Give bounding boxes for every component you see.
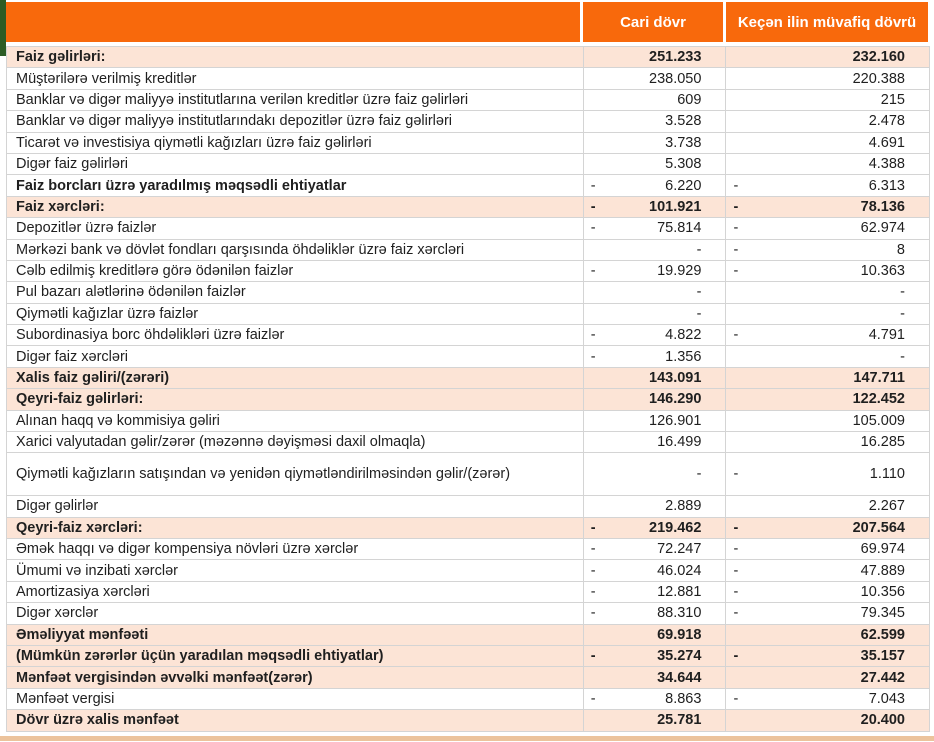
previous-period-cell — [725, 346, 929, 366]
current-period-cell — [583, 432, 726, 452]
row-label-cell — [7, 582, 583, 602]
previous-period-cell — [725, 603, 929, 623]
table-row — [7, 453, 929, 496]
table-row — [7, 710, 929, 731]
previous-period-value: 147.711 — [853, 370, 905, 387]
current-period-value: 609 — [677, 91, 702, 108]
row-label-cell — [7, 496, 583, 516]
previous-period-value: 4.691 — [868, 134, 905, 151]
current-period-cell — [583, 68, 726, 88]
minus-sign: - — [733, 519, 739, 536]
minus-sign: - — [733, 220, 739, 237]
current-period-value: 2.889 — [665, 498, 702, 515]
previous-period-cell — [725, 304, 929, 324]
current-period-value: 146.290 — [649, 391, 702, 408]
row-label-cell — [7, 453, 583, 495]
minus-sign: - — [733, 605, 739, 622]
previous-period-value: 79.345 — [860, 605, 905, 622]
current-period-cell — [583, 689, 726, 709]
previous-period-value: 10.363 — [860, 263, 905, 280]
table-row — [7, 603, 929, 624]
row-label: (Mümkün zərərlər üçün yaradılan məqsədli ehtiyatlar) — [16, 648, 384, 665]
table-row — [7, 133, 929, 154]
row-label-cell — [7, 603, 583, 623]
current-period-cell — [583, 411, 726, 431]
previous-period-value: 7.043 — [868, 690, 905, 707]
minus-sign: - — [590, 519, 596, 536]
row-label-cell — [7, 667, 583, 687]
previous-period-cell — [725, 197, 929, 217]
current-period-cell — [583, 710, 726, 730]
table-row — [7, 90, 929, 111]
row-label-cell — [7, 411, 583, 431]
minus-sign: - — [733, 466, 739, 483]
previous-period-value: 215 — [880, 91, 905, 108]
row-label: Xarici valyutadan gəlir/zərər (məzənnə dəyişməsi daxil olmaqla) — [16, 434, 426, 451]
table-row — [7, 518, 929, 539]
table-row — [7, 346, 929, 367]
row-label-cell — [7, 304, 583, 324]
previous-period-cell — [725, 90, 929, 110]
row-label-cell — [7, 346, 583, 366]
table-row — [7, 47, 929, 68]
row-label-cell — [7, 368, 583, 388]
current-period-cell — [583, 582, 726, 602]
minus-sign: - — [590, 583, 596, 600]
current-period-value: 16.499 — [657, 434, 702, 451]
previous-period-value: 8 — [896, 241, 905, 258]
minus-sign: - — [733, 690, 739, 707]
previous-period-value: 2.478 — [868, 113, 905, 130]
table-row — [7, 111, 929, 132]
previous-period-cell — [725, 389, 929, 409]
previous-period-value: 1.110 — [869, 466, 905, 483]
table-body — [6, 46, 930, 732]
current-period-value: 4.822 — [665, 327, 702, 344]
row-label: Digər gəlirlər — [16, 498, 99, 515]
row-label-cell — [7, 111, 583, 131]
current-period-cell — [583, 560, 726, 580]
previous-period-value: 47.889 — [860, 562, 905, 579]
row-label-cell — [7, 389, 583, 409]
current-period-value: 25.781 — [657, 712, 702, 729]
current-period-cell — [583, 625, 726, 645]
minus-sign: - — [590, 648, 596, 665]
current-period-cell — [583, 282, 726, 302]
row-label-cell — [7, 282, 583, 302]
previous-period-value: 4.791 — [868, 327, 905, 344]
current-period-value: 251.233 — [649, 49, 702, 66]
table-row — [7, 368, 929, 389]
current-period-value: 126.901 — [649, 412, 702, 429]
row-label: Qeyri-faiz xərcləri: — [16, 519, 143, 536]
header-label-column — [6, 2, 580, 42]
previous-period-cell — [725, 518, 929, 538]
current-period-cell — [583, 240, 726, 260]
previous-period-cell — [725, 261, 929, 281]
previous-period-value: 2.267 — [868, 498, 905, 515]
row-label-cell — [7, 625, 583, 645]
previous-period-value: - — [900, 305, 905, 322]
current-period-cell — [583, 368, 726, 388]
minus-sign: - — [590, 327, 596, 344]
row-label: Faiz xərcləri: — [16, 198, 105, 215]
bottom-accent-bar — [0, 736, 934, 741]
minus-sign: - — [733, 541, 739, 558]
current-period-value: 3.528 — [665, 113, 702, 130]
table-row — [7, 539, 929, 560]
minus-sign: - — [590, 263, 596, 280]
previous-period-value: 220.388 — [852, 70, 905, 87]
row-label: Qiymətli kağızlar üzrə faizlər — [16, 305, 199, 322]
current-period-cell — [583, 90, 726, 110]
table-row — [7, 582, 929, 603]
current-period-value: 88.310 — [657, 605, 702, 622]
current-period-cell — [583, 261, 726, 281]
row-label: Xalis faiz gəliri/(zərəri) — [16, 370, 170, 387]
row-label: Mərkəzi bank və dövlət fondları qarşısında öhdəliklər üzrə faiz xərcləri — [16, 241, 465, 258]
current-period-value: - — [696, 466, 702, 483]
table-row — [7, 625, 929, 646]
row-label: Mənfəət vergisi — [16, 690, 115, 707]
minus-sign: - — [590, 220, 596, 237]
table-row — [7, 261, 929, 282]
previous-period-cell — [725, 68, 929, 88]
current-period-value: 46.024 — [657, 562, 702, 579]
minus-sign: - — [590, 562, 596, 579]
current-period-cell — [583, 496, 726, 516]
current-period-value: 12.881 — [657, 583, 702, 600]
row-label-cell — [7, 518, 583, 538]
minus-sign: - — [590, 541, 596, 558]
current-period-value: 5.308 — [665, 156, 702, 173]
row-label: Əmək haqqı və digər kompensiya növləri üzrə xərclər — [16, 541, 359, 558]
current-period-cell — [583, 111, 726, 131]
previous-period-value: 69.974 — [860, 541, 905, 558]
row-label: Faiz gəlirləri: — [16, 49, 106, 66]
current-period-value: 75.814 — [657, 220, 702, 237]
previous-period-cell — [725, 646, 929, 666]
minus-sign: - — [733, 241, 739, 258]
minus-sign: - — [590, 177, 596, 194]
current-period-value: 69.918 — [657, 626, 702, 643]
table-row — [7, 218, 929, 239]
table-row — [7, 240, 929, 261]
previous-period-value: 6.313 — [868, 177, 905, 194]
row-label: Banklar və digər maliyyə institutlarına verilən kreditlər üzrə faiz gəlirləri — [16, 91, 469, 108]
table-row — [7, 560, 929, 581]
row-label: Qeyri-faiz gəlirləri: — [16, 391, 144, 408]
row-label-cell — [7, 175, 583, 195]
current-period-value: 143.091 — [649, 370, 702, 387]
current-period-value: 219.462 — [649, 519, 702, 536]
previous-period-value: - — [900, 284, 905, 301]
previous-period-value: 4.388 — [868, 156, 905, 173]
previous-period-cell — [725, 325, 929, 345]
previous-period-cell — [725, 240, 929, 260]
current-period-value: - — [696, 305, 702, 322]
previous-period-value: - — [900, 348, 905, 365]
row-label: Depozitlər üzrə faizlər — [16, 220, 157, 237]
row-label-cell — [7, 133, 583, 153]
minus-sign: - — [590, 198, 596, 215]
table-row — [7, 411, 929, 432]
row-label: Ticarət və investisiya qiymətli kağızları üzrə faiz gəlirləri — [16, 134, 372, 151]
previous-period-cell — [725, 218, 929, 238]
row-label-cell — [7, 325, 583, 345]
previous-period-value: 122.452 — [852, 391, 905, 408]
row-label: Müştərilərə verilmiş kreditlər — [16, 70, 197, 87]
previous-period-value: 10.356 — [860, 583, 905, 600]
previous-period-cell — [725, 710, 929, 730]
row-label: Digər faiz xərcləri — [16, 348, 128, 365]
table-row — [7, 68, 929, 89]
table-header — [6, 2, 928, 42]
row-label-cell — [7, 432, 583, 452]
row-label: Pul bazarı alətlərinə ödənilən faizlər — [16, 284, 246, 301]
current-period-cell — [583, 197, 726, 217]
current-period-value: - — [696, 284, 702, 301]
table-row — [7, 154, 929, 175]
previous-period-cell — [725, 47, 929, 67]
previous-period-value: 105.009 — [852, 412, 905, 429]
table-row — [7, 667, 929, 688]
current-period-value: 19.929 — [657, 263, 702, 280]
minus-sign: - — [733, 648, 739, 665]
row-label: Alınan haqq və kommisiya gəliri — [16, 412, 220, 429]
current-period-cell — [583, 453, 726, 495]
minus-sign: - — [733, 198, 739, 215]
current-period-cell — [583, 646, 726, 666]
previous-period-value: 78.136 — [860, 198, 905, 215]
row-label: Digər xərclər — [16, 605, 99, 622]
current-period-cell — [583, 47, 726, 67]
row-label-cell — [7, 646, 583, 666]
row-label: Banklar və digər maliyyə institutlarındakı depozitlər üzrə faiz gəlirləri — [16, 113, 452, 130]
minus-sign: - — [733, 583, 739, 600]
row-label: Cəlb edilmiş kreditlərə görə ödənilən faizlər — [16, 263, 294, 280]
previous-period-cell — [725, 625, 929, 645]
current-period-cell — [583, 304, 726, 324]
previous-period-cell — [725, 432, 929, 452]
current-period-cell — [583, 667, 726, 687]
row-label-cell — [7, 710, 583, 730]
previous-period-cell — [725, 689, 929, 709]
previous-period-cell — [725, 496, 929, 516]
current-period-value: 6.220 — [665, 177, 702, 194]
table-row — [7, 646, 929, 667]
previous-period-value: 20.400 — [860, 712, 905, 729]
row-label-cell — [7, 539, 583, 559]
current-period-cell — [583, 133, 726, 153]
previous-period-cell — [725, 111, 929, 131]
previous-period-header: Keçən ilin müvafiq dövrü — [726, 2, 928, 42]
current-period-cell — [583, 539, 726, 559]
row-label-cell — [7, 689, 583, 709]
row-label: Digər faiz gəlirləri — [16, 156, 129, 173]
current-period-value: 34.644 — [657, 669, 702, 686]
minus-sign: - — [733, 562, 739, 579]
table-row — [7, 389, 929, 410]
previous-period-value: 16.285 — [860, 434, 905, 451]
current-period-cell — [583, 518, 726, 538]
current-period-value: 238.050 — [649, 70, 702, 87]
table-row — [7, 304, 929, 325]
minus-sign: - — [733, 327, 739, 344]
minus-sign: - — [733, 263, 739, 280]
previous-period-cell — [725, 411, 929, 431]
previous-period-value: 27.442 — [860, 669, 905, 686]
row-label-cell — [7, 90, 583, 110]
current-period-value: 3.738 — [665, 134, 702, 151]
table-row — [7, 689, 929, 710]
current-period-value: - — [696, 241, 702, 258]
table-row — [7, 496, 929, 517]
row-label: Əməliyyat mənfəəti — [16, 626, 149, 643]
row-label: Qiymətli kağızların satışından və yenidən qiymətləndirilməsindən gəlir/(zərər) — [16, 466, 511, 483]
current-period-cell — [583, 218, 726, 238]
minus-sign: - — [590, 690, 596, 707]
row-label-cell — [7, 47, 583, 67]
current-period-cell — [583, 154, 726, 174]
row-label: Faiz borcları üzrə yaradılmış məqsədli ehtiyatlar — [16, 177, 347, 194]
current-period-cell — [583, 603, 726, 623]
table-row — [7, 432, 929, 453]
row-label-cell — [7, 261, 583, 281]
row-label: Subordinasiya borc öhdəlikləri üzrə faizlər — [16, 327, 285, 344]
previous-period-cell — [725, 154, 929, 174]
previous-period-cell — [725, 539, 929, 559]
current-period-cell — [583, 346, 726, 366]
previous-period-cell — [725, 368, 929, 388]
current-period-cell — [583, 325, 726, 345]
previous-period-value: 232.160 — [852, 49, 905, 66]
row-label: Mənfəət vergisindən əvvəlki mənfəət(zərər) — [16, 669, 313, 686]
previous-period-value: 207.564 — [852, 519, 905, 536]
current-period-value: 1.356 — [665, 348, 702, 365]
row-label-cell — [7, 68, 583, 88]
previous-period-cell — [725, 560, 929, 580]
table-row — [7, 197, 929, 218]
previous-period-value: 35.157 — [860, 648, 905, 665]
minus-sign: - — [590, 348, 596, 365]
previous-period-cell — [725, 453, 929, 495]
current-period-value: 8.863 — [665, 690, 702, 707]
previous-period-cell — [725, 175, 929, 195]
current-period-value: 72.247 — [657, 541, 702, 558]
row-label-cell — [7, 560, 583, 580]
minus-sign: - — [733, 177, 739, 194]
previous-period-cell — [725, 133, 929, 153]
row-label-cell — [7, 197, 583, 217]
minus-sign: - — [590, 605, 596, 622]
previous-period-cell — [725, 282, 929, 302]
current-period-value: 101.921 — [649, 198, 702, 215]
current-period-cell — [583, 389, 726, 409]
previous-period-cell — [725, 667, 929, 687]
row-label: Ümumi və inzibati xərclər — [16, 562, 178, 579]
row-label-cell — [7, 154, 583, 174]
table-row — [7, 282, 929, 303]
current-period-header: Cari dövr — [583, 2, 723, 42]
previous-period-value: 62.599 — [860, 626, 905, 643]
previous-period-cell — [725, 582, 929, 602]
row-label: Dövr üzrə xalis mənfəət — [16, 712, 179, 729]
table-row — [7, 175, 929, 196]
current-period-cell — [583, 175, 726, 195]
previous-period-value: 62.974 — [860, 220, 905, 237]
table-row — [7, 325, 929, 346]
row-label: Amortizasiya xərcləri — [16, 583, 150, 600]
row-label-cell — [7, 218, 583, 238]
current-period-value: 35.274 — [657, 648, 702, 665]
row-label-cell — [7, 240, 583, 260]
